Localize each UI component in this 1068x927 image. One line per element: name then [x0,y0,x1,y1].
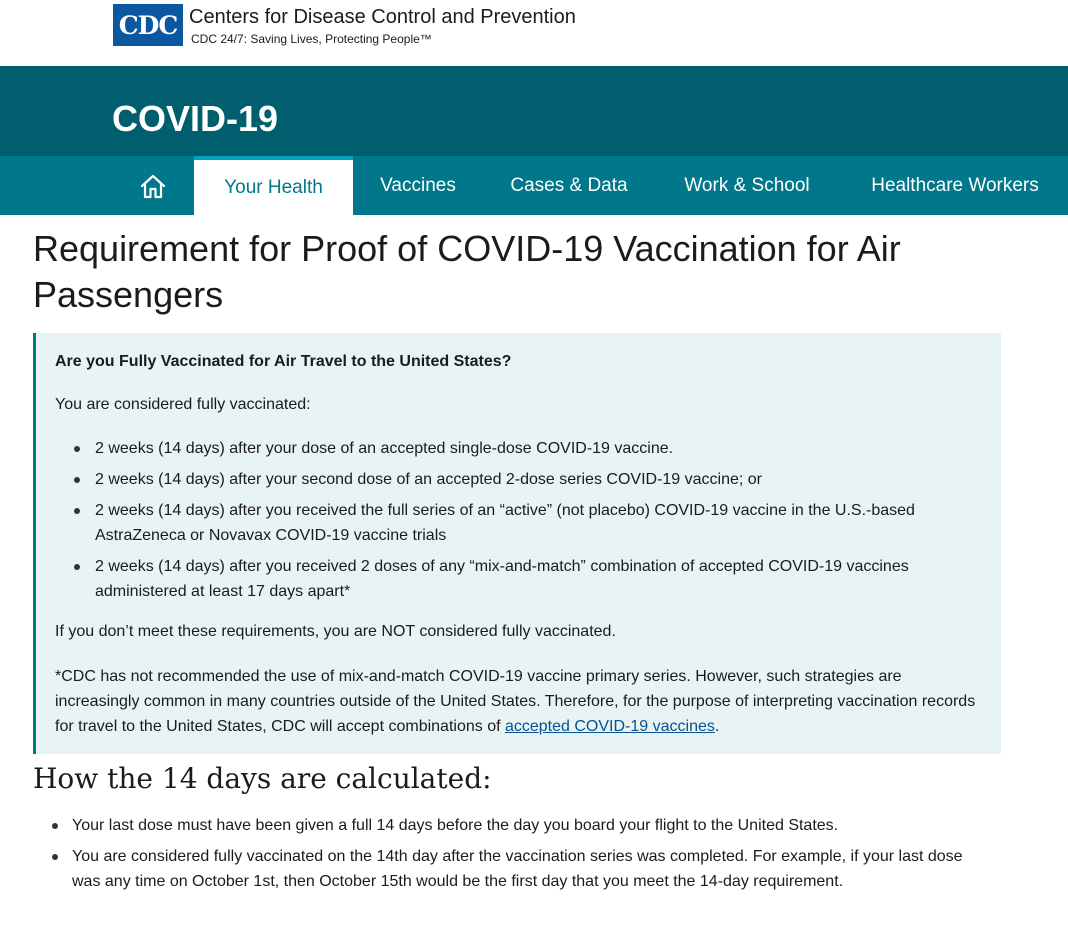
footnote-text: *CDC has not recommended the use of mix-and-match COVID-19 vaccine primary series. However, such strategies are increasingly common in many countries outside of the United States. Therefore, for the purpose of interpreting vaccination records for travel to the United States, CDC will accept combinations of [55,668,976,735]
topic-banner [0,66,1068,156]
callout-heading: Are you Fully Vaccinated for Air Travel to the United States? [55,353,512,370]
vaccination-callout [33,333,1001,754]
site-header [0,0,1068,66]
callout-criteria-list [55,436,955,610]
list-item: 2 weeks (14 days) after your dose of an accepted single-dose COVID-19 vaccine. [55,436,955,461]
list-item: 2 weeks (14 days) after you received the full series of an “active” (not placebo) COVID-19 vaccine in the U.S.-based AstraZeneca or Novavax COVID-19 vaccine trials [55,498,955,548]
list-item: 2 weeks (14 days) after you received 2 doses of any “mix-and-match” combination of accepted COVID-19 vaccines administered at least 17 days apart* [55,554,955,604]
nav-tab-healthcare-workers[interactable]: Healthcare Workers [871,174,1039,196]
agency-name[interactable]: Centers for Disease Control and Prevention [189,6,576,28]
list-item: Your last dose must have been given a full 14 days before the day you board your flight to the United States. [33,813,993,838]
topic-nav [0,156,1068,215]
accepted-vaccines-link[interactable]: accepted COVID-19 vaccines [504,718,715,735]
topic-title[interactable]: COVID-19 [112,98,279,139]
callout-footnote [55,664,980,739]
page-title: Requirement for Proof of COVID-19 Vaccination for Air Passengers [33,228,901,315]
callout-intro: You are considered fully vaccinated: [55,396,311,413]
nav-tab-cases-data[interactable]: Cases & Data [510,174,628,196]
agency-tagline: CDC 24/7: Saving Lives, Protecting People™ [191,32,432,46]
callout-warning: If you don’t meet these requirements, you are NOT considered fully vaccinated. [55,623,616,640]
list-item: 2 weeks (14 days) after your second dose of an accepted 2-dose series COVID-19 vaccine; or [55,467,955,492]
list-item: You are considered fully vaccinated on the 14th day after the vaccination series was completed. For example, if your last dose was any time on October 1st, then October 15th would be the first day that you meet the 14-day requirement. [33,844,993,894]
home-icon[interactable] [126,156,180,215]
nav-tab-work-school[interactable]: Work & School [684,174,810,196]
calculation-list [33,813,993,900]
nav-tab-vaccines[interactable]: Vaccines [380,174,456,196]
section-heading: How the 14 days are calculated: [33,762,492,795]
nav-tab-your-health[interactable]: Your Health [194,156,353,215]
cdc-logo[interactable]: CDC [113,4,183,46]
footnote-end: . [714,718,720,735]
